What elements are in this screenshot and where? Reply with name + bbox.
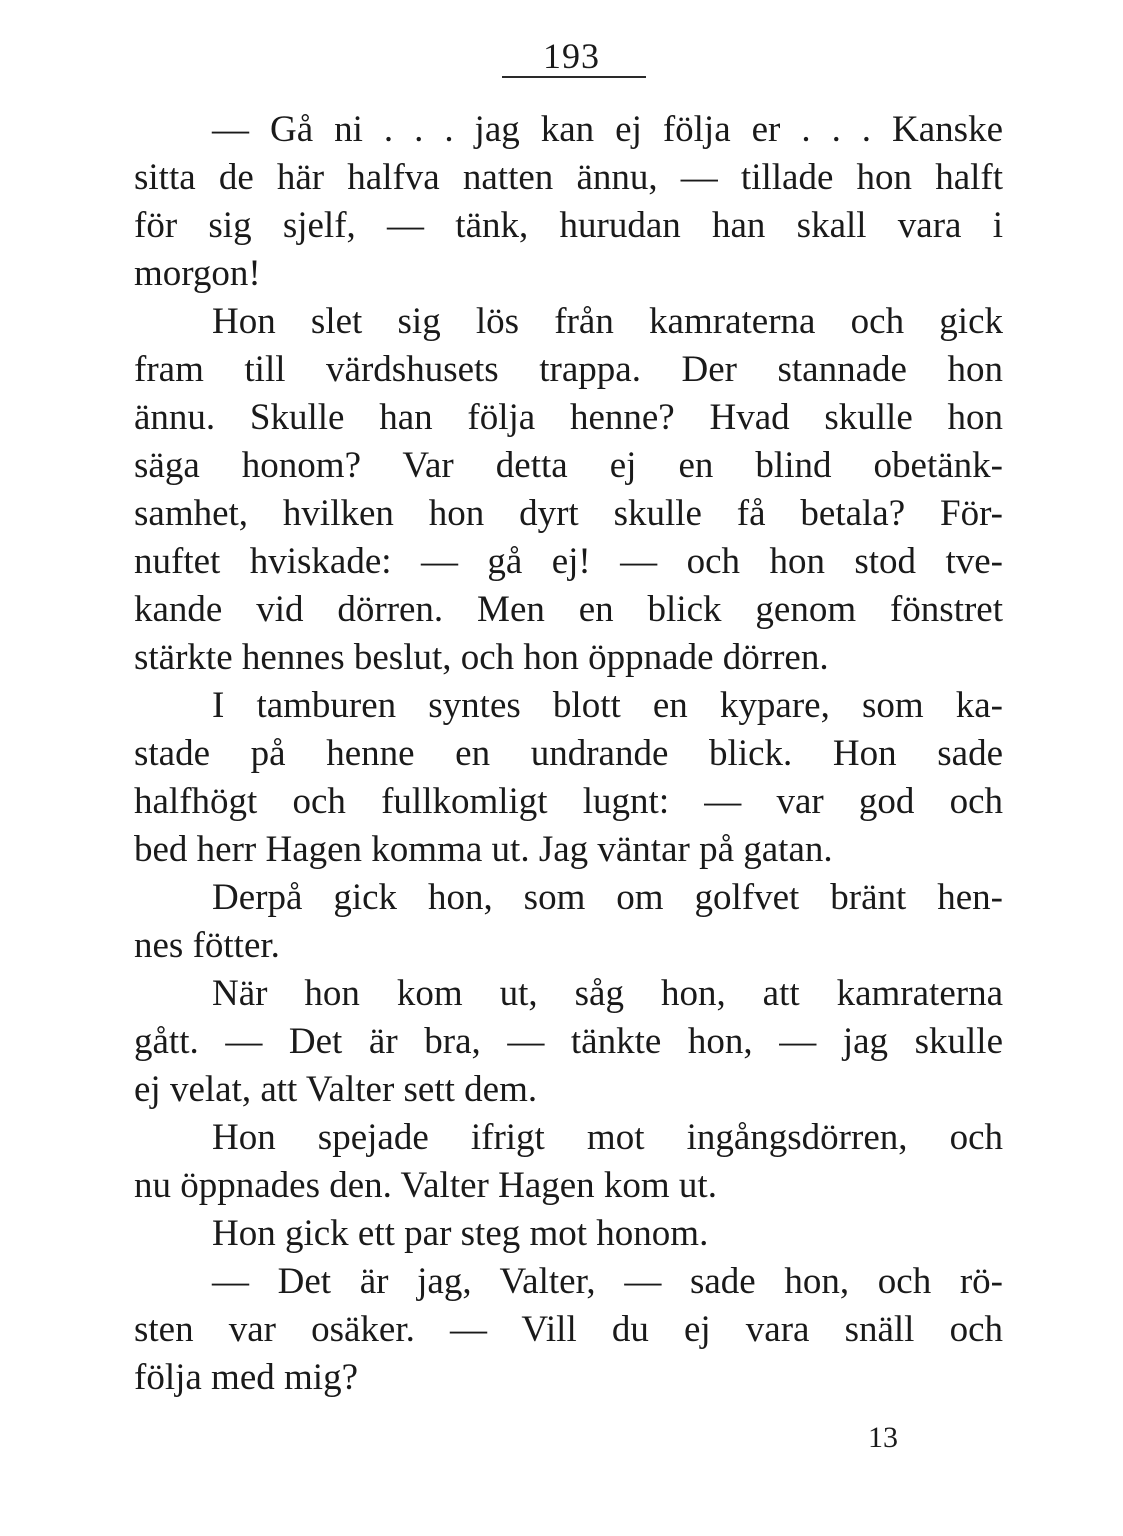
text-line: säga honom? Var detta ej en blind obetänk- bbox=[134, 445, 1003, 486]
text-line: morgon! bbox=[134, 253, 261, 294]
text-line: samhet, hvilken hon dyrt skulle få betala? För- bbox=[134, 493, 1003, 534]
text-line: ännu. Skulle han följa henne? Hvad skulle hon bbox=[134, 397, 1003, 438]
text-line: När hon kom ut, såg hon, att kamraterna bbox=[212, 973, 1003, 1014]
text-line: bed herr Hagen komma ut. Jag väntar på gatan. bbox=[134, 829, 833, 870]
text-line: Hon gick ett par steg mot honom. bbox=[212, 1213, 709, 1254]
text-line: halfhögt och fullkomligt lugnt: — var god och bbox=[134, 781, 1003, 822]
text-line: sten var osäker. — Vill du ej vara snäll och bbox=[134, 1309, 1003, 1350]
text-line: stade på henne en undrande blick. Hon sade bbox=[134, 733, 1003, 774]
text-line: för sig sjelf, — tänk, hurudan han skall vara i bbox=[134, 205, 1003, 246]
text-line: Derpå gick hon, som om golfvet bränt hen- bbox=[212, 877, 1003, 918]
text-line: — Gå ni . . . jag kan ej följa er . . . Kanske bbox=[212, 109, 1003, 150]
text-line: nuftet hviskade: — gå ej! — och hon stod tve- bbox=[134, 541, 1003, 582]
text-line: gått. — Det är bra, — tänkte hon, — jag skulle bbox=[134, 1021, 1003, 1062]
text-line: sitta de här halfva natten ännu, — tillade hon halft bbox=[134, 157, 1003, 198]
text-line: fram till värdshusets trappa. Der stannade hon bbox=[134, 349, 1003, 390]
text-line: ej velat, att Valter sett dem. bbox=[134, 1069, 538, 1110]
text-line: kande vid dörren. Men en blick genom fönstret bbox=[134, 589, 1003, 630]
text-line: nu öppnades den. Valter Hagen kom ut. bbox=[134, 1165, 717, 1206]
signature-mark: 13 bbox=[868, 1421, 898, 1454]
text-line: I tamburen syntes blott en kypare, som ka- bbox=[212, 685, 1003, 726]
page-number: 193 bbox=[543, 36, 600, 76]
header-rule bbox=[502, 76, 646, 78]
body-text bbox=[134, 106, 1003, 1402]
text-line: nes fötter. bbox=[134, 925, 280, 966]
text-line: Hon slet sig lös från kamraterna och gick bbox=[212, 301, 1003, 342]
text-line: — Det är jag, Valter, — sade hon, och rö- bbox=[212, 1261, 1003, 1302]
text-line: Hon spejade ifrigt mot ingångsdörren, och bbox=[212, 1117, 1003, 1158]
text-line: följa med mig? bbox=[134, 1357, 358, 1398]
text-line: stärkte hennes beslut, och hon öppnade dörren. bbox=[134, 637, 829, 678]
